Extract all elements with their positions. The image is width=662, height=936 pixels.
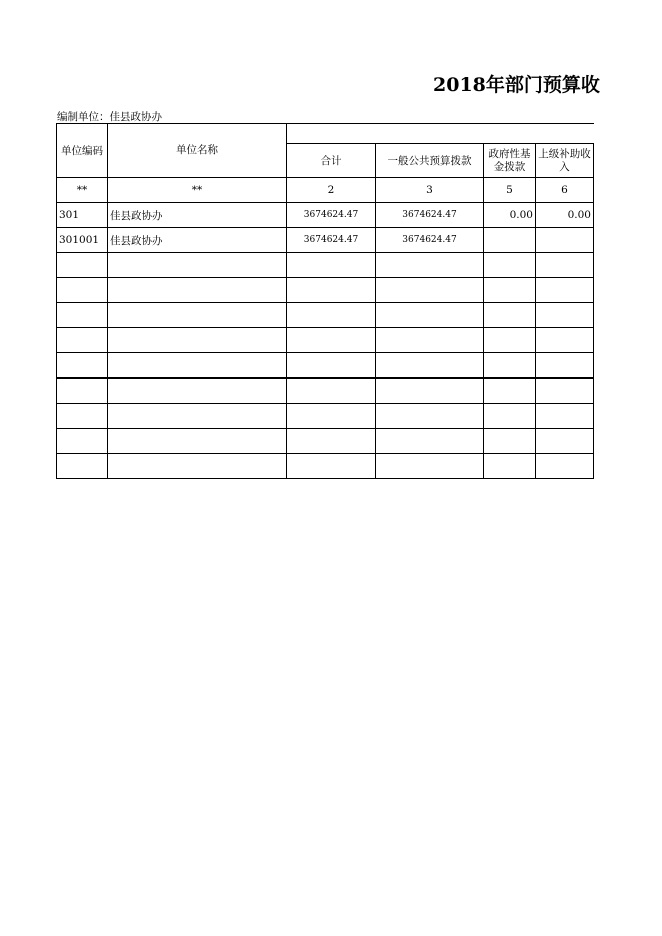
empty-cell [287,328,376,353]
empty-cell [376,404,484,429]
empty-cell [287,353,376,379]
unit-code-cell: 301 [57,203,108,228]
empty-cell [108,353,287,379]
index-cell: ** [57,178,108,203]
empty-cell [376,378,484,404]
empty-cell [376,328,484,353]
header-general-budget: 一般公共预算拨款 [376,144,484,178]
total-cell: 3674624.47 [287,203,376,228]
index-cell: 3 [376,178,484,203]
empty-row [57,454,594,479]
empty-row [57,328,594,353]
empty-cell [287,253,376,278]
empty-row [57,378,594,404]
empty-cell [287,454,376,479]
header-total: 合计 [287,144,376,178]
empty-row [57,253,594,278]
empty-cell [536,278,594,303]
empty-cell [108,378,287,404]
empty-cell [287,378,376,404]
index-cell: 5 [484,178,536,203]
empty-cell [108,328,287,353]
empty-cell [536,328,594,353]
empty-cell [108,253,287,278]
empty-cell [376,253,484,278]
empty-cell [536,353,594,379]
empty-cell [57,429,108,454]
general-budget-cell: 3674624.47 [376,228,484,253]
empty-cell [287,303,376,328]
empty-cell [57,328,108,353]
empty-cell [57,454,108,479]
empty-cell [108,303,287,328]
empty-row [57,303,594,328]
empty-row [57,353,594,379]
empty-cell [484,303,536,328]
empty-cell [536,303,594,328]
empty-cell [287,278,376,303]
header-gov-fund: 政府性基金拨款 [484,144,536,178]
total-cell: 3674624.47 [287,228,376,253]
empty-cell [57,303,108,328]
header-unit-name: 单位名称 [108,124,287,178]
empty-cell [57,253,108,278]
empty-cell [376,303,484,328]
unit-name-cell: 佳县政协办 [108,228,287,253]
header-unit-code: 单位编码 [57,124,108,178]
empty-cell [484,404,536,429]
empty-cell [536,454,594,479]
general-budget-cell: 3674624.47 [376,203,484,228]
empty-cell [484,328,536,353]
index-row [57,178,594,203]
budget-table [56,123,594,479]
unit-code-cell: 301001 [57,228,108,253]
empty-cell [108,429,287,454]
empty-cell [484,429,536,454]
empty-cell [108,454,287,479]
empty-cell [376,278,484,303]
index-cell: 6 [536,178,594,203]
empty-cell [108,404,287,429]
empty-cell [287,429,376,454]
gov-fund-cell: 0.00 [484,203,536,228]
empty-row [57,404,594,429]
empty-cell [108,278,287,303]
empty-cell [57,404,108,429]
empty-cell [376,429,484,454]
empty-cell [376,353,484,379]
empty-cell [484,378,536,404]
gov-fund-cell [484,228,536,253]
empty-cell [536,253,594,278]
page-title: 2018年部门预算收 [433,74,600,96]
empty-cell [484,253,536,278]
index-cell: ** [108,178,287,203]
empty-cell [287,404,376,429]
empty-row [57,429,594,454]
empty-cell [536,404,594,429]
empty-cell [484,454,536,479]
empty-cell [536,429,594,454]
empty-cell [57,378,108,404]
empty-cell [536,378,594,404]
empty-cell [484,278,536,303]
empty-cell [484,353,536,379]
unit-name-cell: 佳县政协办 [108,203,287,228]
upper-subsidy-cell: 0.00 [536,203,594,228]
empty-cell [376,454,484,479]
header-top-blank [287,124,594,144]
table-row [57,203,594,228]
empty-cell [57,353,108,379]
upper-subsidy-cell [536,228,594,253]
header-upper-subsidy: 上级补助收入 [536,144,594,178]
empty-cell [57,278,108,303]
org-label: 编制单位：佳县政协办 [57,111,162,123]
index-cell: 2 [287,178,376,203]
empty-row [57,278,594,303]
table-row [57,228,594,253]
